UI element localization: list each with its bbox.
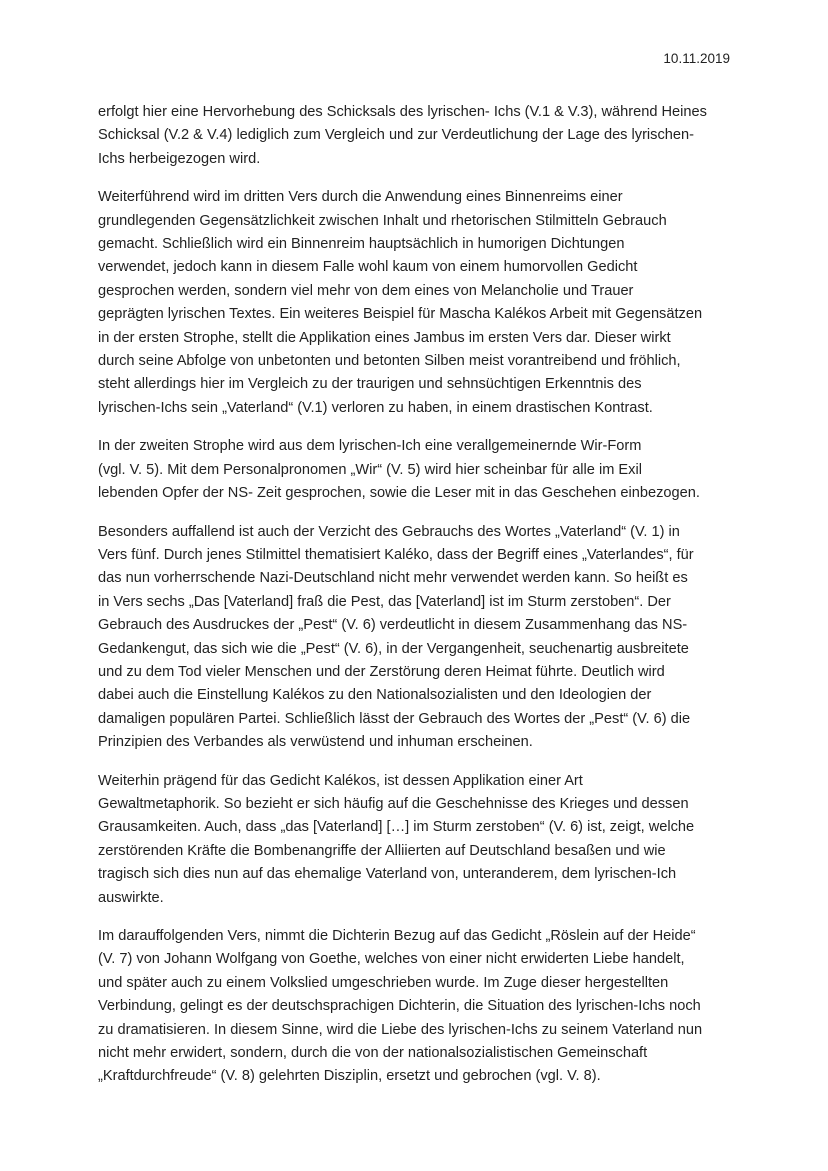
paragraph: In der zweiten Strophe wird aus dem lyrischen-Ich eine verallgemeinernde Wir-Form (vgl. V. 5). Mit dem Personalpronomen „Wir“ (V. 5) wird hier scheinbar für alle im Exil lebenden Opfer der NS- Zeit gesprochen, sowie die Leser mit in das Geschehen einbezogen.	[98, 438, 700, 502]
paragraph: Weiterführend wird im dritten Vers durch die Anwendung eines Binnenreims einer grundlegenden Gegensätzlichkeit zwischen Inhalt und rhetorischen Stilmitteln Gebrauch gemacht. Schließlich wird ein Binnenreim hauptsächlich in humorigen Dichtungen verwendet, jedoch kann in diesem Falle wohl kaum von einem humorvollen Gedicht gesprochen werden, sondern viel mehr von dem eines von Melancholie und Trauer geprägten lyrischen Textes. Ein weiteres Beispiel für Mascha Kalékos Arbeit mit Gegensätzen in der ersten Strophe, stellt die Applikation eines Jambus im ersten Vers dar. Dieser wirkt durch seine Abfolge von unbetonten und betonten Silben meist vorantreibend und fröhlich, steht allerdings hier im Vergleich zu der traurigen und sehnsüchtigen Erkenntnis des lyrischen-Ichs sein „Vaterland“ (V.1) verloren zu haben, in einem drastischen Kontrast.	[98, 189, 703, 416]
document-date: 10.11.2019	[663, 51, 730, 66]
paragraph: Weiterhin prägend für das Gedicht Kalékos, ist dessen Applikation einer Art Gewaltmetaphorik. So bezieht er sich häufig auf die Geschehnisse des Krieges und dessen Grausamkeiten. Auch, dass „das [Vaterland] […] im Sturm zerstoben“ (V. 6) ist, zeigt, welche zerstörenden Kräfte die Bombenangriffe der Alliierten auf Deutschland besaßen und wie tragisch sich dies nun auf das ehemalige Vaterland von, unteranderem, dem lyrischen-Ich auswirkte.	[98, 772, 695, 906]
paragraph: erfolgt hier eine Hervorhebung des Schicksals des lyrischen- Ichs (V.1 & V.3), während Heines Schicksal (V.2 & V.4) lediglich zum Vergleich und zur Verdeutlichung der Lage des lyrischen- Ichs herbeigezogen wird.	[98, 104, 707, 167]
document-body	[98, 101, 744, 1104]
paragraph: Besonders auffallend ist auch der Verzicht des Gebrauchs des Wortes „Vaterland“ (V. 1) in Vers fünf. Durch jenes Stilmittel thematisiert Kaléko, dass der Begriff eines „Vaterlandes“, für das nun vorherrschende Nazi-Deutschland nicht mehr verwendet werden kann. So heißt es in Vers sechs „Das [Vaterland] fraß die Pest, das [Vaterland] ist im Sturm zerstoben“. Der Gebrauch des Ausdruckes der „Pest“ (V. 6) verdeutlicht in diesem Zusammenhang das NS- Gedankengut, das sich wie die „Pest“ (V. 6), in der Vergangenheit, seuchenartig ausbreitete und zu dem Tod vieler Menschen und der Zerstörung deren Heimat führte. Deutlich wird dabei auch die Einstellung Kalékos zu den Nationalsozialisten und den Ideologien der damaligen populären Partei. Schließlich lässt der Gebrauch des Wortes der „Pest“ (V. 6) die Prinzipien des Verbandes als verwüstend und inhuman erscheinen.	[98, 523, 694, 751]
paragraph: Im darauffolgenden Vers, nimmt die Dichterin Bezug auf das Gedicht „Röslein auf der Heide“ (V. 7) von Johann Wolfgang von Goethe, welches von einer nicht erwiderten Liebe handelt, und später auch zu einem Volkslied umgeschrieben wurde. Im Zuge dieser hergestellten Verbindung, gelingt es der deutschsprachigen Dichterin, die Situation des lyrischen-Ichs noch zu dramatisieren. In diesem Sinne, wird die Liebe des lyrischen-Ichs zu seinem Vaterland nun nicht mehr erwidert, sondern, durch die von der nationalsozialistischen Gemeinschaft „Kraftdurchfreude“ (V. 8) gelehrten Disziplin, ersetzt und gebrochen (vgl. V. 8).	[98, 928, 703, 1085]
